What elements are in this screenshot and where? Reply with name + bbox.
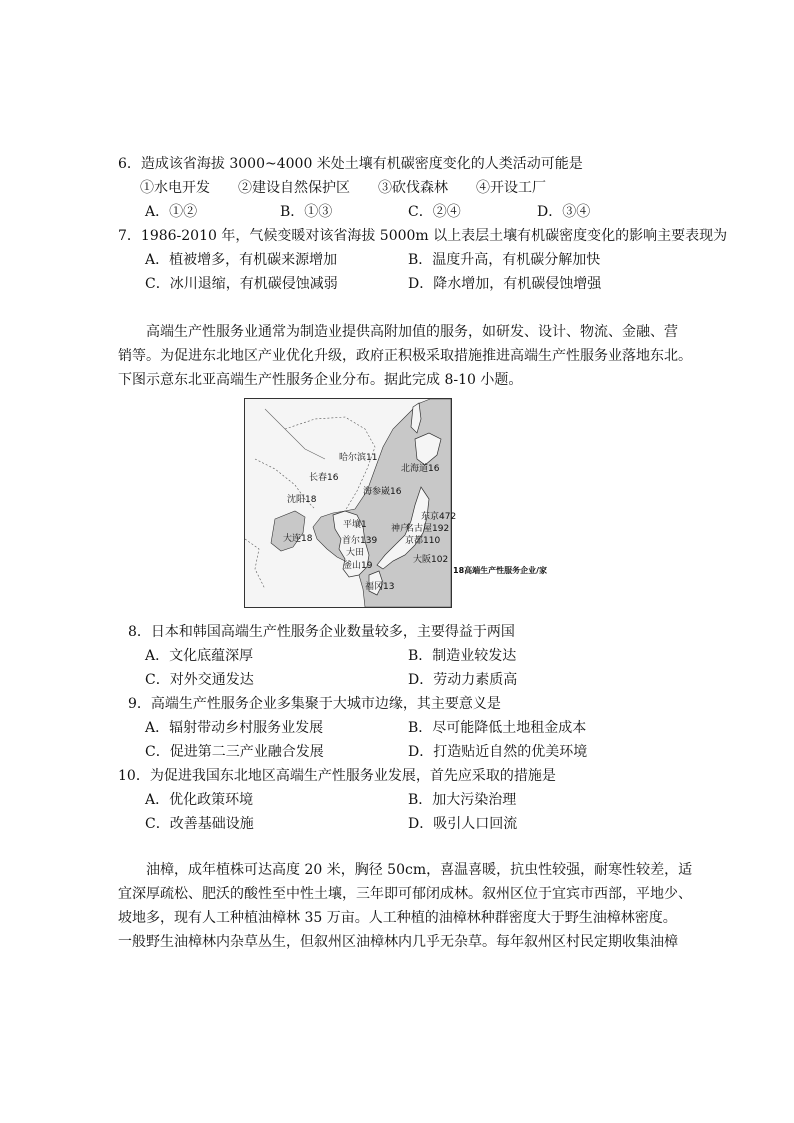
label-pyongyang: 平壤1 [343, 520, 367, 530]
q8-option-c: C．对外交通发达 [145, 672, 254, 688]
q9-option-b: B．尽可能降低土地租金成本 [408, 720, 587, 736]
label-kyoto: 京都110 [405, 536, 441, 546]
q8-option-b: B．制造业较发达 [408, 648, 517, 664]
northeast-asia-map [244, 398, 457, 608]
q10-stem: 10．为促进我国东北地区高端生产性服务业发展，首先应采取的措施是 [118, 768, 556, 784]
passage2-line-3: 坡地多，现有人工种植油樟林 35 万亩。人工种植的油樟林种群密度大于野生油樟林密度。 [118, 910, 677, 926]
q7-option-d: D．降水增加，有机碳侵蚀增强 [408, 276, 602, 292]
q6-option-a: A．①② [145, 204, 198, 220]
q6-stem: 6．造成该省海拔 3000~4000 米处土壤有机碳密度变化的人类活动可能是 [118, 156, 583, 172]
passage2-line-1: 油樟，成年植株可达高度 20 米，胸径 50cm，喜温喜暖，抗虫性较强，耐寒性较差，适 [146, 862, 693, 878]
q7-option-b: B．温度升高，有机碳分解加快 [408, 252, 601, 268]
passage2-line-4: 一般野生油樟林内杂草丛生，但叙州区油樟林内几乎无杂草。每年叙州区村民定期收集油樟 [118, 934, 678, 950]
label-osaka: 大阪102 [413, 555, 449, 565]
q9-option-c: C．促进第二三产业融合发展 [145, 744, 324, 760]
q9-stem: 9．高端生产性服务企业多集聚于大城市边缘，其主要意义是 [128, 696, 501, 712]
label-seoul: 首尔139 [342, 536, 378, 546]
label-busan: 釜山19 [343, 561, 373, 571]
map-graphic [245, 399, 451, 607]
q9-option-a: A．辐射带动乡村服务业发展 [145, 720, 324, 736]
q10-option-a: A．优化政策环境 [145, 792, 254, 808]
q7-stem: 7．1986-2010 年，气候变暖对该省海拔 5000m 以上表层土壤有机碳密度变化的影响主要表现为 [118, 228, 728, 244]
label-tokyo: 东京472 [421, 512, 457, 522]
q7-option-a: A．植被增多，有机碳来源增加 [145, 252, 338, 268]
label-fukuoka: 福冈13 [365, 582, 395, 592]
passage1-line-1: 高端生产性服务业通常为制造业提供高附加值的服务，如研发、设计、物流、金融、营 [146, 324, 678, 340]
q6-option-b: B．①③ [280, 204, 333, 220]
label-vladivostok: 海参崴16 [363, 487, 402, 497]
label-harbin: 哈尔滨11 [339, 453, 378, 463]
q8-stem: 8．日本和韩国高端生产性服务企业数量较多，主要得益于两国 [128, 624, 515, 640]
q6-item-1: ①水电开发 [140, 180, 210, 196]
passage2-line-2: 宜深厚疏松、肥沃的酸性至中性土壤，三年即可郁闭成林。叙州区位于宜宾市西部，平地少、 [118, 886, 692, 902]
q8-option-a: A．文化底蕴深厚 [145, 648, 254, 664]
q6-item-3: ③砍伐森林 [378, 180, 448, 196]
label-kobe: 神户 [391, 524, 410, 534]
q10-option-d: D．吸引人口回流 [408, 816, 518, 832]
passage1-line-3: 下图示意东北亚高端生产性服务企业分布。据此完成 8-10 小题。 [118, 372, 523, 388]
passage1-line-2: 销等。为促进东北地区产业优化升级，政府正积极采取措施推进高端生产性服务业落地东北。 [118, 348, 692, 364]
q10-option-b: B．加大污染治理 [408, 792, 517, 808]
q6-item-4: ④开设工厂 [476, 180, 546, 196]
label-daejeon: 大田 [346, 548, 365, 558]
label-hokkaido: 北海道16 [401, 464, 440, 474]
label-nagoya: 名古屋192 [405, 524, 450, 534]
q10-option-c: C．改善基础设施 [145, 816, 254, 832]
q6-option-d: D．③④ [537, 204, 591, 220]
label-changchun: 长春16 [309, 473, 339, 483]
map-legend: 18高端生产性服务企业/家 [453, 566, 548, 575]
label-dalian: 大连18 [283, 534, 313, 544]
q6-option-c: C．②④ [408, 204, 461, 220]
q7-option-c: C．冰川退缩，有机碳侵蚀减弱 [145, 276, 338, 292]
label-shenyang: 沈阳18 [287, 495, 317, 505]
q8-option-d: D．劳动力素质高 [408, 672, 518, 688]
q6-item-2: ②建设自然保护区 [238, 180, 350, 196]
q9-option-d: D．打造贴近自然的优美环境 [408, 744, 588, 760]
